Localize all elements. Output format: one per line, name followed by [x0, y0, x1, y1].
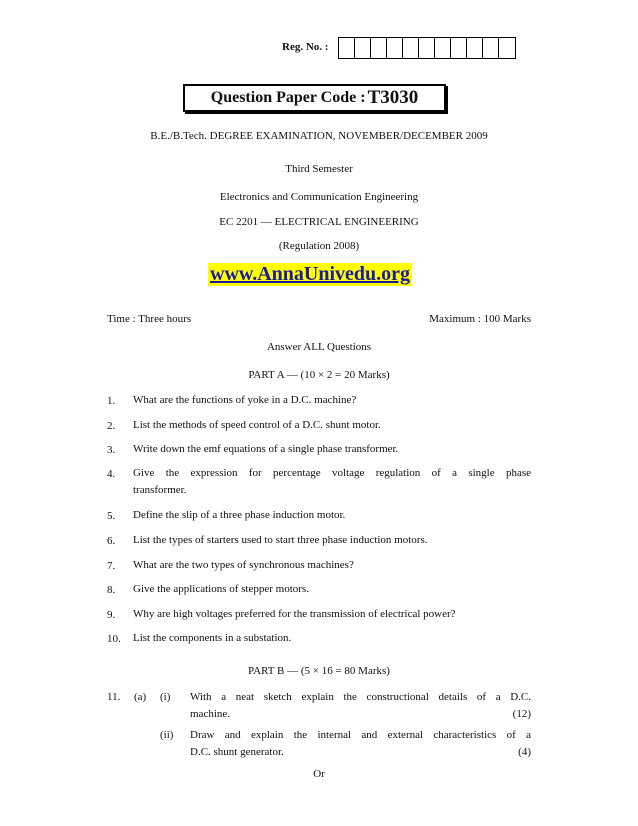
- time-label: Time : Three hours: [107, 313, 192, 325]
- question-text-line: Give the expression for percentage voltage regulation of a single phase: [133, 467, 531, 479]
- subpart-label: (ii): [160, 729, 174, 741]
- question-number: 3.: [107, 444, 116, 456]
- part-a-heading: PART A — (10 × 2 = 20 Marks): [248, 369, 390, 381]
- reg-no-digit-box: [435, 38, 451, 58]
- reg-no-boxes: [338, 37, 516, 59]
- question-number: 9.: [107, 609, 116, 621]
- question-text: List the types of starters used to start three phase induction motors.: [133, 534, 428, 546]
- question-number: 7.: [107, 560, 116, 572]
- website-banner[interactable]: www.AnnaUnivedu.org: [210, 263, 411, 285]
- reg-no-digit-box: [467, 38, 483, 58]
- marks-label: (4): [518, 746, 531, 758]
- question-text: Define the slip of a three phase induction motor.: [133, 509, 346, 521]
- question-number: 5.: [107, 510, 116, 522]
- maximum-marks-label: Maximum : 100 Marks: [429, 313, 531, 325]
- subpart-label: (i): [160, 691, 171, 703]
- question-text: What are the functions of yoke in a D.C. machine?: [133, 394, 357, 406]
- question-text: List the components in a substation.: [133, 632, 292, 644]
- part-b-heading: PART B — (5 × 16 = 80 Marks): [248, 665, 390, 677]
- reg-no-digit-box: [499, 38, 515, 58]
- reg-no-label: Reg. No. :: [282, 41, 329, 53]
- semester-line: Third Semester: [285, 163, 353, 175]
- question-number: 8.: [107, 584, 116, 596]
- question-text: Give the applications of stepper motors.: [133, 583, 309, 595]
- question-paper-code: T3030: [367, 87, 419, 108]
- question-text-line: Draw and explain the internal and external characteristics of a: [190, 729, 531, 741]
- degree-line: B.E./B.Tech. DEGREE EXAMINATION, NOVEMBER/DECEMBER 2009: [150, 130, 488, 142]
- question-text-line: machine.: [190, 708, 231, 720]
- reg-no-digit-box: [403, 38, 419, 58]
- question-number: 11.: [107, 691, 121, 703]
- question-number: 4.: [107, 468, 116, 480]
- reg-no-digit-box: [483, 38, 499, 58]
- reg-no-digit-box: [387, 38, 403, 58]
- instruction-line: Answer ALL Questions: [266, 341, 372, 353]
- question-text: Why are high voltages preferred for the transmission of electrical power?: [133, 608, 456, 620]
- question-text: What are the two types of synchronous machines?: [133, 559, 354, 571]
- question-text: List the methods of speed control of a D.C. shunt motor.: [133, 419, 381, 431]
- subject-line: EC 2201 — ELECTRICAL ENGINEERING: [219, 216, 419, 228]
- question-text-line: transformer.: [133, 484, 187, 496]
- question-paper-code-label: Question Paper Code :: [210, 89, 366, 106]
- branch-line: Electronics and Communication Engineering: [219, 191, 419, 203]
- marks-label: (12): [512, 708, 531, 720]
- question-number: 1.: [107, 395, 116, 407]
- question-paper-code-box: [183, 84, 446, 112]
- reg-no-digit-box: [355, 38, 371, 58]
- question-text-line: D.C. shunt generator.: [190, 746, 284, 758]
- question-text-line: With a neat sketch explain the constructional details of a D.C.: [190, 691, 531, 703]
- reg-no-digit-box: [339, 38, 355, 58]
- question-number: 6.: [107, 535, 116, 547]
- subquestion-label: (a): [134, 691, 147, 703]
- reg-no-digit-box: [371, 38, 387, 58]
- regulation-line: (Regulation 2008): [278, 240, 360, 252]
- reg-no-digit-box: [419, 38, 435, 58]
- question-text: Write down the emf equations of a single phase transformer.: [133, 443, 399, 455]
- question-number: 2.: [107, 420, 116, 432]
- or-separator: Or: [313, 768, 325, 780]
- question-number: 10.: [107, 633, 121, 645]
- reg-no-digit-box: [451, 38, 467, 58]
